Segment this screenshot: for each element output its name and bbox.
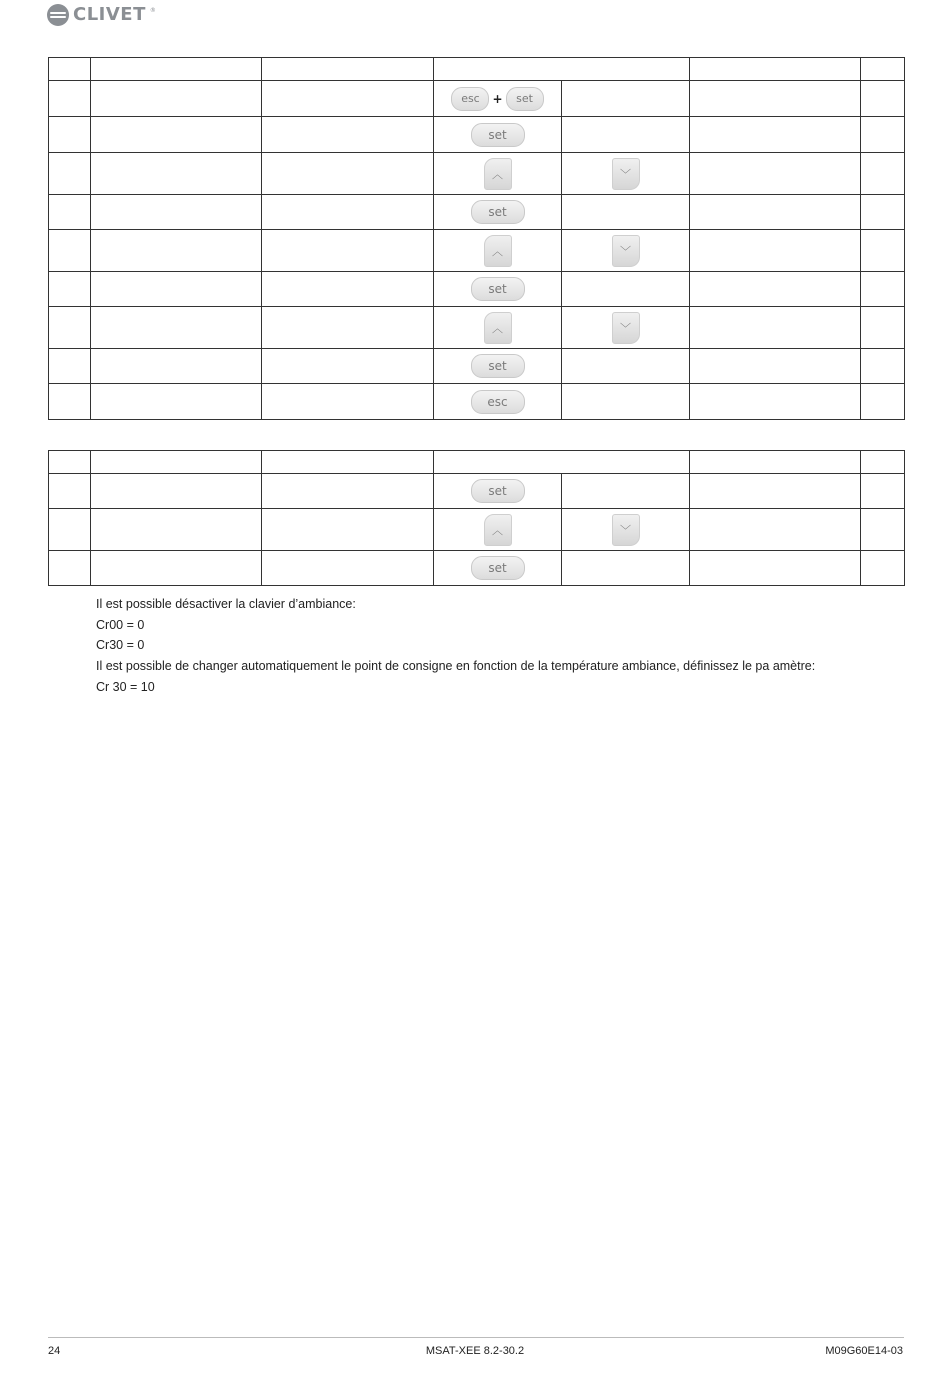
esc-key-icon: esc — [451, 87, 489, 111]
esc-key-icon: esc — [471, 390, 525, 414]
note-line: Cr30 = 0 — [96, 638, 145, 653]
note-line: Il est possible désactiver la clavier d’ambiance: — [96, 597, 356, 611]
brand-registered-mark: ® — [149, 7, 156, 14]
footer-divider — [48, 1337, 904, 1338]
table-row — [49, 509, 905, 551]
up-key-icon: ︿ — [484, 514, 512, 546]
clivet-logo-icon — [47, 4, 69, 26]
table-row — [49, 551, 905, 586]
set-key-icon: set — [471, 556, 525, 580]
up-key-icon: ︿ — [484, 235, 512, 267]
footer-page-number: 24 — [48, 1345, 61, 1357]
brand-logo — [47, 3, 156, 27]
esc-set-combo — [451, 87, 543, 111]
table-row — [49, 195, 905, 230]
down-key-icon: ﹀ — [612, 514, 640, 546]
down-key-icon: ﹀ — [612, 312, 640, 344]
down-key-icon: ﹀ — [612, 235, 640, 267]
set-key-icon: set — [471, 354, 525, 378]
set-key-icon: set — [471, 277, 525, 301]
procedure-table-2 — [48, 450, 905, 586]
table-header-row — [49, 451, 905, 474]
table-row — [49, 117, 905, 153]
set-key-icon: set — [471, 123, 525, 147]
table-row — [49, 384, 905, 420]
table-row — [49, 153, 905, 195]
note-line: Cr 30 = 10 — [96, 679, 155, 694]
up-key-icon: ︿ — [484, 312, 512, 344]
table-row — [49, 307, 905, 349]
plus-sign: + — [492, 91, 503, 106]
note-line: Il est possible de changer automatiquement le point de consigne en fonction de la température ambiance, définissez le pa amètre: — [96, 659, 816, 674]
set-key-icon: set — [471, 479, 525, 503]
notes-block — [96, 594, 896, 698]
table-row — [49, 349, 905, 384]
table-row — [49, 474, 905, 509]
set-key-icon: set — [506, 87, 544, 111]
down-key-icon: ﹀ — [612, 158, 640, 190]
procedure-table-1 — [48, 57, 905, 420]
note-line: Cr00 = 0 — [96, 617, 145, 632]
table-row — [49, 272, 905, 307]
table-header-row — [49, 58, 905, 81]
table-row — [49, 81, 905, 117]
set-key-icon: set — [471, 200, 525, 224]
up-key-icon: ︿ — [484, 158, 512, 190]
footer-model: MSAT-XEE 8.2-30.2 — [425, 1345, 525, 1357]
brand-name: CLIVET — [73, 4, 146, 25]
footer-doc-code: M09G60E14-03 — [825, 1345, 903, 1357]
table-row — [49, 230, 905, 272]
